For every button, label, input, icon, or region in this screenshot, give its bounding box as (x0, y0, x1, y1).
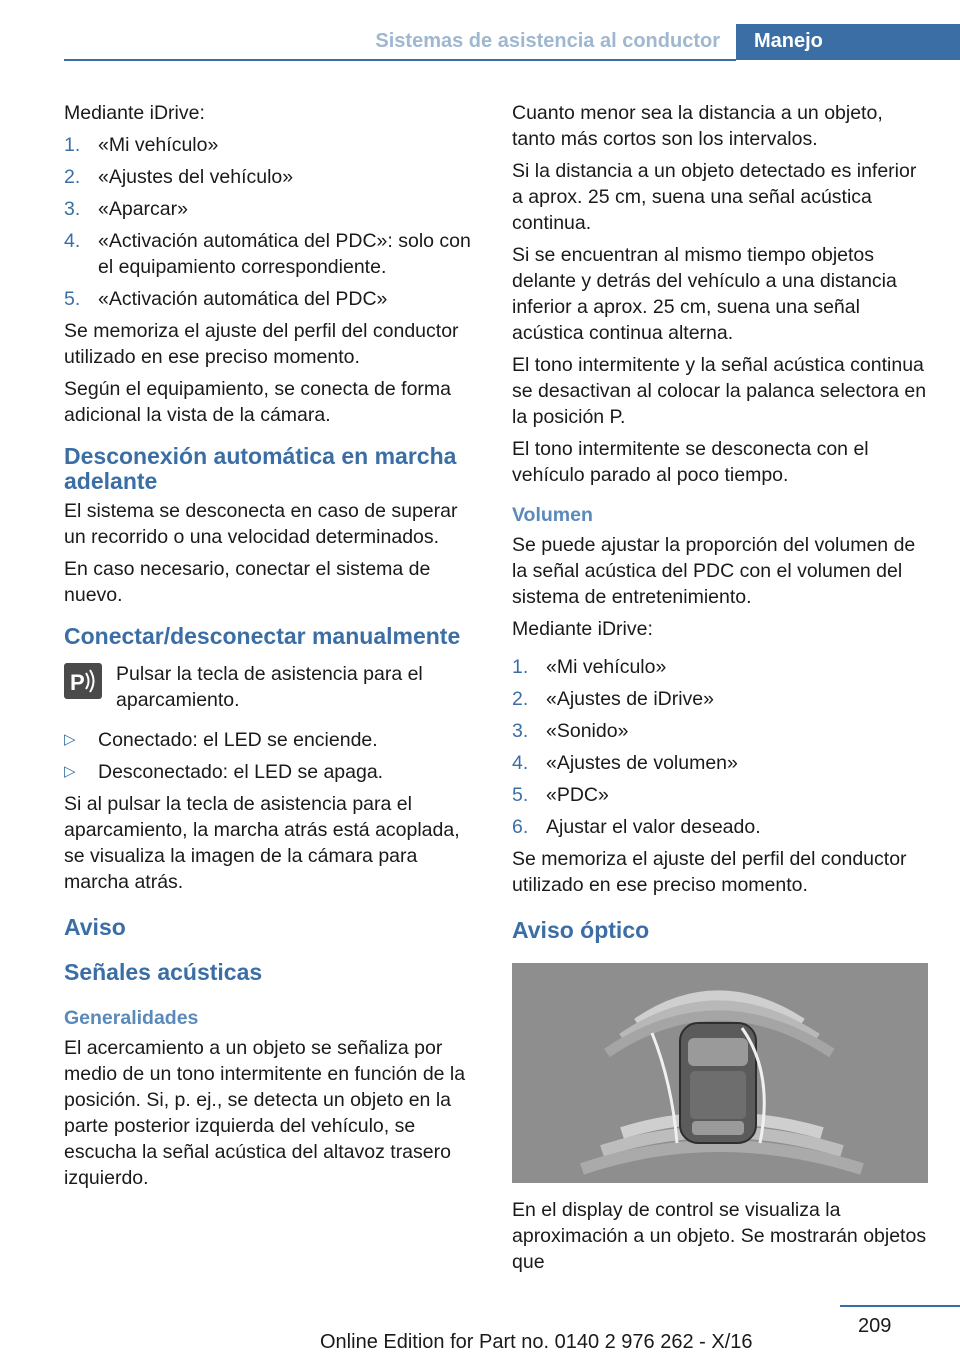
idrive-intro: Mediante iDrive: (512, 618, 653, 640)
paragraph: Si la distancia a un objeto detectado es inferior a aprox. 25 cm, suena una señal acústica continua. (512, 160, 917, 234)
bullet-icon: ▷ (64, 763, 76, 780)
step-text: «Mi vehículo» (546, 656, 667, 678)
right-column (512, 100, 928, 1281)
list-item (512, 686, 928, 712)
header-rule (64, 59, 736, 61)
volume-steps (512, 654, 928, 840)
paragraph: Se memoriza el ajuste del perfil del conductor utilizado en ese preciso momento. (512, 848, 907, 896)
bullet-icon: ▷ (64, 731, 76, 748)
paragraph: El tono intermitente y la señal acústica continua se desactivan al colocar la palanca selectora en la posición P. (512, 354, 927, 428)
pdc-display-illustration (512, 963, 928, 1183)
step-number: 3. (512, 720, 529, 742)
idrive-intro: Mediante iDrive: (64, 102, 205, 124)
footer-rule (840, 1305, 960, 1307)
step-text: Ajustar el valor deseado. (546, 816, 761, 838)
paragraph: Si se encuentran al mismo tiempo objetos delante y detrás del vehículo a una distancia inferior a aprox. 25 cm, suena una señal acústica continua alterna. (512, 244, 897, 344)
step-text: «Ajustes de iDrive» (546, 688, 714, 710)
heading-acoustic: Señales acústicas (64, 959, 263, 985)
paragraph: Según el equipamiento, se conecta de forma adicional la vista de la cámara. (64, 378, 452, 426)
list-item (512, 718, 928, 744)
led-states (64, 727, 478, 785)
heading-general: Generalidades (64, 1007, 199, 1029)
step-number: 2. (64, 166, 81, 188)
left-column (64, 100, 478, 1197)
paragraph: El sistema se desconecta en caso de superar un recorrido o una velocidad determinados. (64, 500, 458, 548)
list-item (64, 286, 478, 312)
section-title: Sistemas de asistencia al conductor (375, 30, 720, 52)
paragraph: Si al pulsar la tecla de asistencia para el aparcamiento, la marcha atrás está acoplada, se visualiza la imagen de la cámara para marcha atrás. (64, 793, 460, 893)
step-text: «Ajustes de volumen» (546, 752, 738, 774)
list-item (64, 759, 478, 785)
list-item (64, 196, 478, 222)
paragraph: Cuanto menor sea la distancia a un objeto, tanto más cortos son los intervalos. (512, 102, 883, 150)
paragraph: El acercamiento a un objeto se señaliza por medio de un tono intermitente en función de la posición. Si, p. ej., se detecta un objeto en la parte posterior izquierda del vehículo, se escucha la señal acústica del altavoz trasero izquierdo. (64, 1037, 466, 1189)
step-number: 5. (512, 784, 529, 806)
step-text: «Sonido» (546, 720, 629, 742)
paragraph: En caso necesario, conectar el sistema de nuevo. (64, 558, 431, 606)
paragraph: Se memoriza el ajuste del perfil del conductor utilizado en ese preciso momento. (64, 320, 459, 368)
step-text: «PDC» (546, 784, 609, 806)
step-number: 4. (512, 752, 529, 774)
step-text: «Ajustes del vehículo» (98, 166, 294, 188)
park-assist-button-icon (64, 663, 102, 699)
step-number: 6. (512, 816, 529, 838)
paragraph: El tono intermitente se desconecta con el vehículo parado al poco tiempo. (512, 438, 869, 486)
list-item (512, 814, 928, 840)
heading-auto-off: Desconexión automática en marcha adelante (64, 443, 457, 494)
step-text: «Activación automática del PDC»: solo con el equipamiento correspondiente. (98, 230, 471, 278)
step-number: 1. (512, 656, 529, 678)
list-item (512, 782, 928, 808)
paragraph: En el display de control se visualiza la aproximación a un objeto. Se mostrarán objetos que (512, 1199, 927, 1273)
park-assist-instruction (64, 661, 478, 713)
step-text: «Mi vehículo» (98, 134, 219, 156)
list-item (64, 164, 478, 190)
list-item (64, 228, 478, 280)
step-number: 4. (64, 230, 81, 252)
pdc-display-figure (512, 963, 928, 1183)
edition-note: Online Edition for Part no. 0140 2 976 262 - X/16 (320, 1331, 753, 1353)
heading-manual: Conectar/desconectar manualmente (64, 623, 461, 649)
list-item (64, 727, 478, 753)
heading-aviso: Aviso (64, 914, 126, 940)
step-text: «Activación automática del PDC» (98, 288, 388, 310)
step-number: 5. (64, 288, 81, 310)
step-text: «Aparcar» (98, 198, 188, 220)
heading-volume: Volumen (512, 504, 593, 526)
heading-optical: Aviso óptico (512, 917, 650, 943)
step-number: 3. (64, 198, 81, 220)
page-header (0, 0, 960, 60)
step-number: 2. (512, 688, 529, 710)
list-item (64, 132, 478, 158)
svg-text:P: P (70, 670, 85, 695)
paragraph: Se puede ajustar la proporción del volumen de la señal acústica del PDC con el volumen del sistema de entretenimiento. (512, 534, 916, 608)
chapter-tab: Manejo (736, 24, 960, 60)
list-item (512, 654, 928, 680)
page-number: 209 (858, 1315, 892, 1337)
idrive-steps (64, 132, 478, 312)
step-number: 1. (64, 134, 81, 156)
instruction-text: Pulsar la tecla de asistencia para el aparcamiento. (116, 663, 423, 711)
bullet-text: Desconectado: el LED se apaga. (98, 761, 384, 783)
list-item (512, 750, 928, 776)
bullet-text: Conectado: el LED se enciende. (98, 729, 378, 751)
